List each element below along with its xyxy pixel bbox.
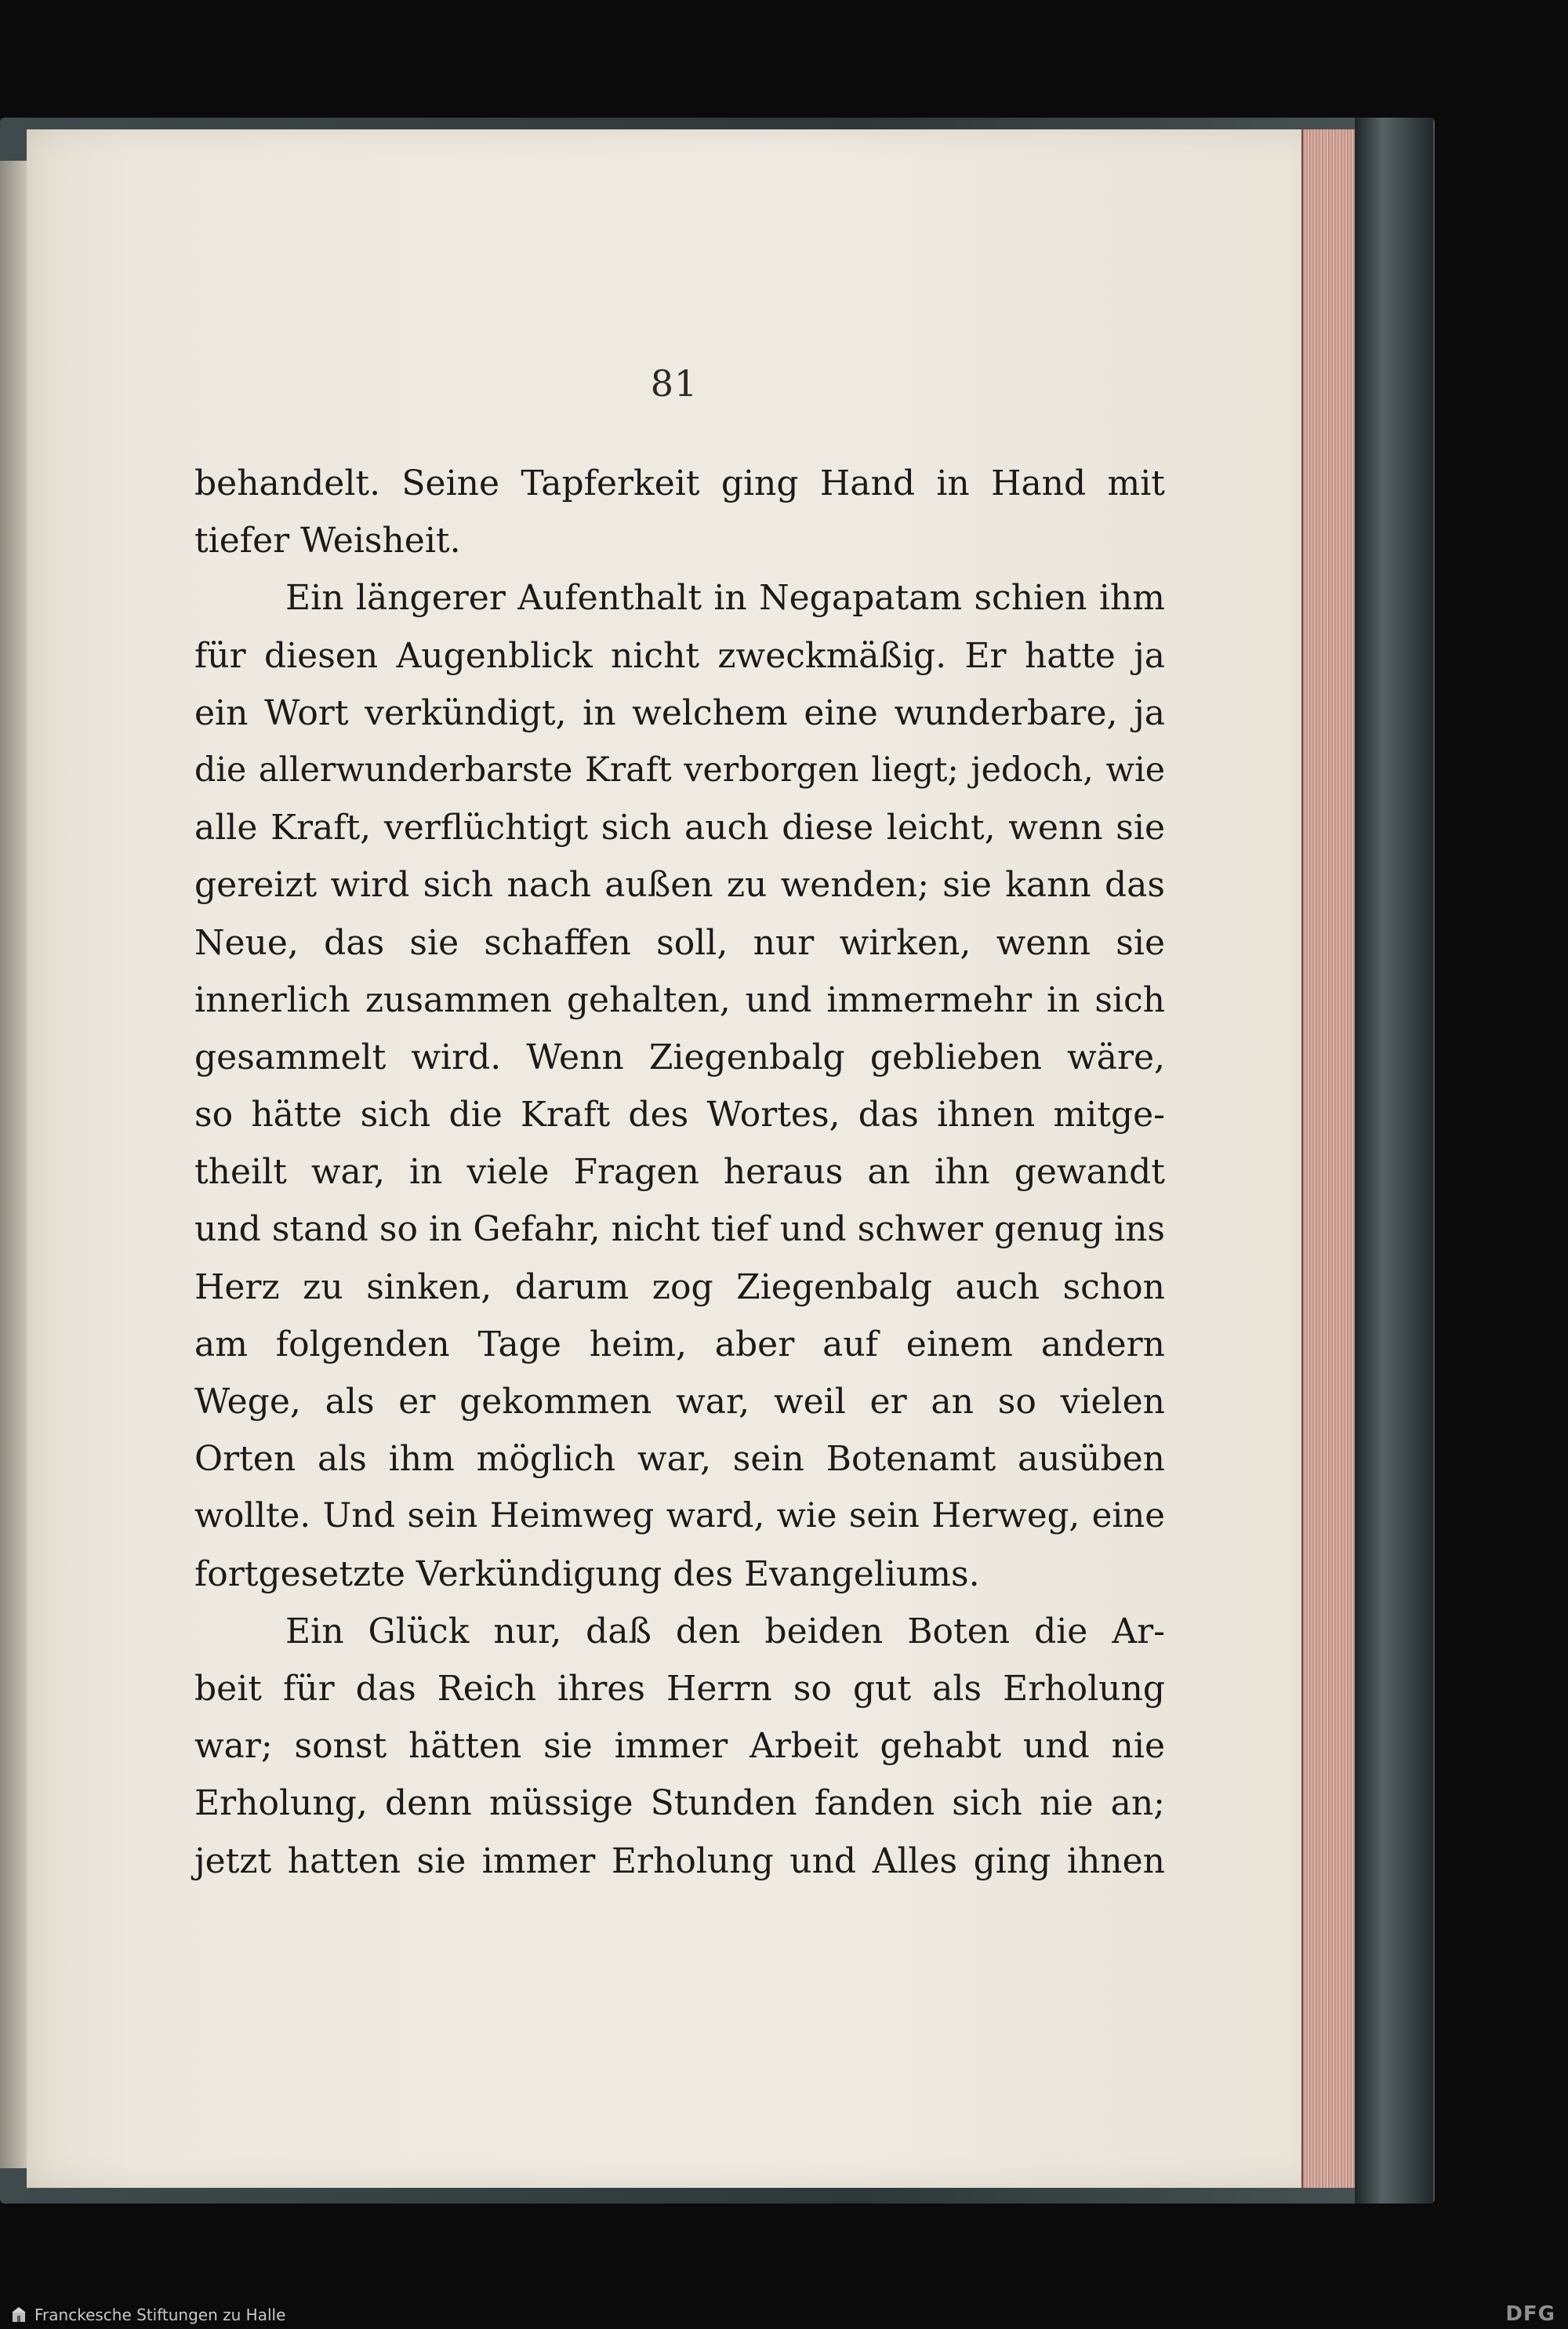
- text-line: die allerwunderbarste Kraft verborgen liegt; jedoch, wie: [194, 750, 1165, 790]
- text-line: am folgenden Tage heim, aber auf einem andern: [194, 1324, 1165, 1364]
- text-line: wollte. Und sein Heimweg ward, wie sein Herweg, eine: [194, 1496, 1165, 1536]
- text-line: ein Wort verkündigt, in welchem eine wunderbare, ja: [194, 692, 1165, 733]
- cover-edge: [1355, 118, 1433, 2204]
- text-line: Ein Glück nur, daß den beiden Boten die Ar-: [285, 1611, 1165, 1651]
- text-block: [194, 455, 1165, 1890]
- page-fore-edge: [1301, 129, 1358, 2188]
- text-line: gereizt wird sich nach außen zu wenden; sie kann das: [194, 865, 1165, 906]
- text-line: fortgesetzte Verkündigung des Evangeliums.: [194, 1553, 980, 1594]
- text-line: innerlich zusammen gehalten, und immermehr in sich: [194, 979, 1165, 1020]
- text-line: Orten als ihm möglich war, sein Botenamt ausüben: [194, 1439, 1165, 1480]
- text-line: alle Kraft, verflüchtigt sich auch diese leicht, wenn sie: [194, 808, 1165, 848]
- text-line: Wege, als er gekommen war, weil er an so vielen: [194, 1382, 1165, 1422]
- text-line: jetzt hatten sie immer Erholung und Alles ging ihnen: [194, 1840, 1165, 1881]
- funder-label: DFG: [1505, 2302, 1555, 2326]
- text-line: gesammelt wird. Wenn Ziegenbalg geblieben wäre,: [194, 1037, 1165, 1077]
- institution-label: Franckesche Stiftungen zu Halle: [34, 2305, 286, 2324]
- page-number: 81: [650, 362, 699, 405]
- text-line: so hätte sich die Kraft des Wortes, das ihnen mitge-: [194, 1095, 1165, 1135]
- text-line: Erholung, denn müssige Stunden fanden sich nie an;: [194, 1783, 1165, 1824]
- text-line: Neue, das sie schaffen soll, nur wirken, wenn sie: [194, 922, 1165, 963]
- text-line: und stand so in Gefahr, nicht tief und schwer genug ins: [194, 1209, 1165, 1250]
- text-line: war; sonst hätten sie immer Arbeit gehabt und nie: [194, 1726, 1165, 1767]
- institution-logo-icon: [11, 2306, 27, 2324]
- text-line: beit für das Reich ihres Herrn so gut als Erholung: [194, 1668, 1165, 1709]
- text-line: Herz zu sinken, darum zog Ziegenbalg auch schon: [194, 1266, 1165, 1307]
- text-line: tiefer Weisheit.: [194, 521, 461, 561]
- text-line: für diesen Augenblick nicht zweckmäßig. Er hatte ja: [194, 635, 1165, 676]
- text-line: theilt war, in viele Fragen heraus an ihn gewandt: [194, 1152, 1165, 1193]
- facing-page-edge: [0, 161, 27, 2168]
- text-line: Ein längerer Aufenthalt in Negapatam schien ihm: [285, 578, 1165, 619]
- text-line: behandelt. Seine Tapferkeit ging Hand in Hand mit: [194, 463, 1165, 503]
